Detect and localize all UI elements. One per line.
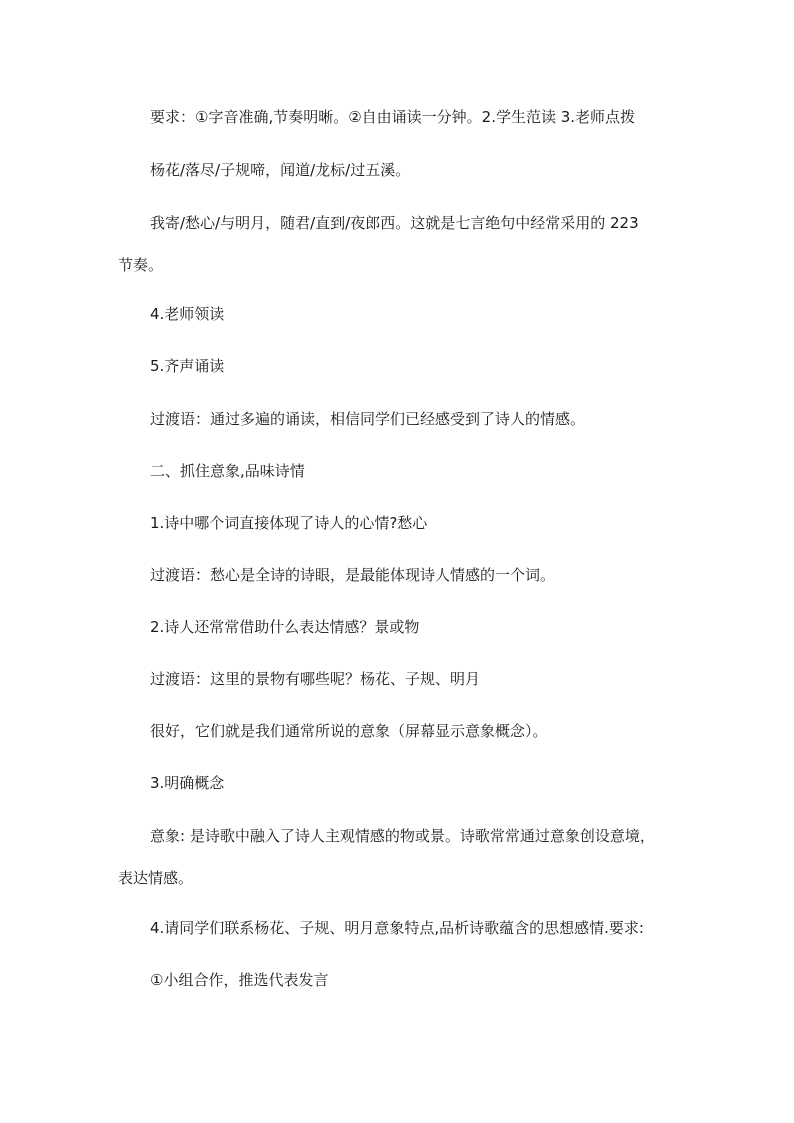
step-chorus: 5.齐声诵读: [150, 357, 225, 375]
transition-2: 过渡语：愁心是全诗的诗眼，是最能体现诗人情感的一个词。: [150, 566, 556, 584]
poem-line-1: 杨花/落尽/子规啼，闻道/龙标/过五溪。: [150, 161, 411, 179]
question-4: 4.请同学们联系杨花、子规、明月意象特点,品析诗歌蕴含的思想感情.要求:: [150, 919, 644, 937]
paragraph-requirements: 要求：①字音准确,节奏明晰。②自由诵读一分钟。2.学生范读 3.老师点拨: [150, 108, 636, 126]
question-1: 1.诗中哪个词直接体现了诗人的心情?愁心: [150, 514, 428, 532]
step-teacher-lead: 4.老师领读: [150, 305, 225, 323]
imagery-intro: 很好，它们就是我们通常所说的意象（屏幕显示意象概念）。: [150, 722, 548, 740]
transition-1: 过渡语：通过多遍的诵读，相信同学们已经感受到了诗人的情感。: [150, 410, 586, 428]
poem-line-2: 我寄/愁心/与明月，随君/直到/夜郎西。这就是七言绝句中经常采用的 223: [150, 214, 639, 232]
requirement-group-work: ①小组合作，推选代表发言: [150, 971, 329, 989]
imagery-definition: 意象: 是诗歌中融入了诗人主观情感的物或景。诗歌常常通过意象创设意境，: [150, 827, 655, 845]
question-2: 2.诗人还常常借助什么表达情感？景或物: [150, 618, 420, 636]
imagery-definition-cont: 表达情感。: [118, 869, 194, 887]
section-heading-2: 二、抓住意象,品味诗情: [150, 462, 305, 480]
step-define-concept: 3.明确概念: [150, 774, 225, 792]
transition-3: 过渡语：这里的景物有哪些呢？杨花、子规、明月: [150, 670, 481, 688]
poem-line-2-cont: 节奏。: [118, 256, 164, 274]
